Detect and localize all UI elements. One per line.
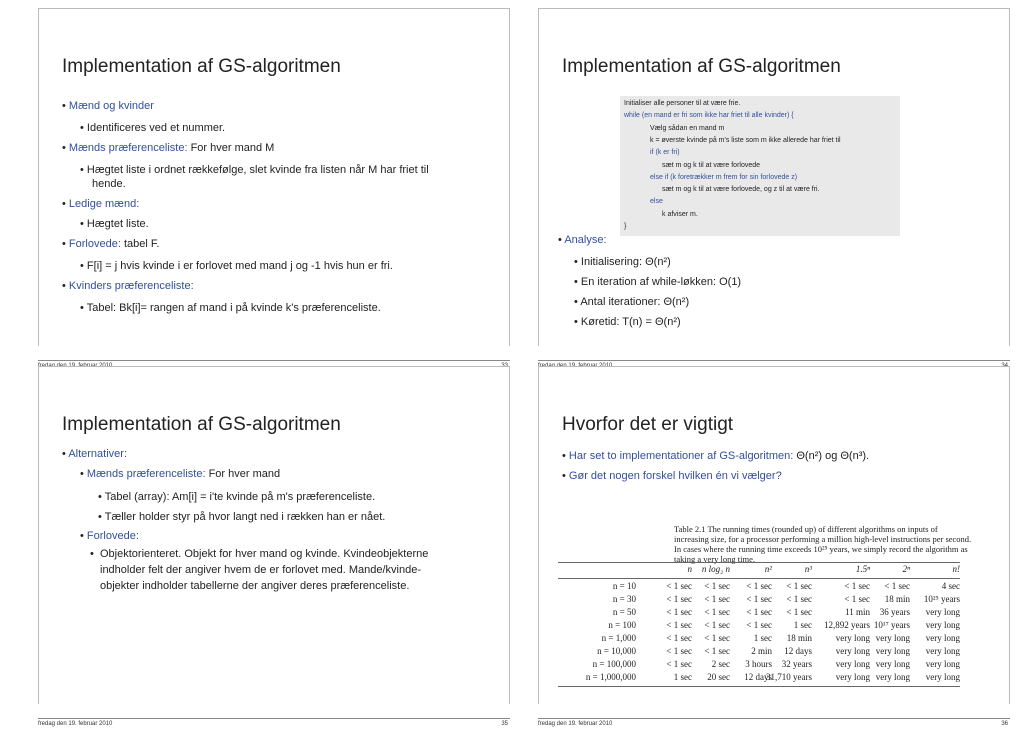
table-header-cell: n log₂ n bbox=[701, 564, 730, 574]
slide-border bbox=[538, 366, 1010, 367]
table-cell: 1 sec bbox=[673, 672, 692, 682]
slide-border bbox=[538, 8, 1010, 9]
table-cell: < 1 sec bbox=[666, 633, 692, 643]
analyse-item: • Antal iterationer: Θ(n²) bbox=[574, 296, 690, 308]
objekt-line: indholder felt der angiver hvem de er forlovet med. Mande/kvinde- bbox=[100, 564, 422, 576]
sub-bullet-item: • Identificeres ved et nummer. bbox=[80, 122, 226, 134]
bullet-text: Hægtet liste. bbox=[86, 218, 149, 230]
table-cell: n = 50 bbox=[612, 607, 636, 617]
slide-title: Implementation af GS-algoritmen bbox=[62, 414, 341, 435]
slide-border bbox=[538, 8, 539, 346]
table-cell: 18 min bbox=[884, 594, 910, 604]
bullet-item: • Kvinders præferenceliste: bbox=[62, 280, 194, 292]
table-cell: < 1 sec bbox=[704, 594, 730, 604]
bullet-text: For hver mand bbox=[205, 468, 281, 480]
bullet-text: Tabel (array): Am[i] = i'te kvinde på m's præferenceliste. bbox=[104, 491, 376, 503]
bullet-text: Antal iterationer: Θ(n²) bbox=[580, 296, 690, 308]
table-cell: < 1 sec bbox=[786, 581, 812, 591]
table-cell: < 1 sec bbox=[666, 646, 692, 656]
table-cell: < 1 sec bbox=[666, 607, 692, 617]
bullet-text: tabel F. bbox=[120, 238, 160, 250]
table-cell: very long bbox=[875, 633, 910, 643]
bullet-forlovede: • Forlovede: bbox=[80, 530, 139, 542]
slide-title: Implementation af GS-algoritmen bbox=[562, 56, 841, 77]
bullet-text: hende. bbox=[92, 178, 126, 190]
bullet-text: Tæller holder styr på hvor langt ned i rækken han er nået. bbox=[104, 511, 386, 523]
slide-34 bbox=[538, 8, 1010, 346]
table-cell: 31,710 years bbox=[766, 672, 812, 682]
bullet-text: Tabel: Bk[i]= rangen af mand i på kvinde k's præferenceliste. bbox=[86, 302, 381, 314]
sub-bullet-item: • Tabel: Bk[i]= rangen af mand i på kvinde k's præferenceliste. bbox=[80, 302, 381, 314]
table-cell: < 1 sec bbox=[786, 607, 812, 617]
sub-bullet-item: • Hægtet liste i ordnet rækkefølge, slet kvinde fra listen når M har friet til bbox=[80, 164, 429, 176]
analyse-item: • Initialisering: Θ(n²) bbox=[574, 256, 671, 268]
code-line: if (k er fri) bbox=[650, 149, 680, 157]
table-cell: n = 100 bbox=[608, 620, 636, 630]
table-cell: 32 years bbox=[781, 659, 812, 669]
bullet-text: F[i] = j hvis kvinde i er forlovet med mand j og -1 hvis hun er fri. bbox=[86, 260, 393, 272]
table-cell: n = 100,000 bbox=[592, 659, 636, 669]
slide-border bbox=[38, 366, 39, 704]
table-cell: n = 1,000,000 bbox=[585, 672, 636, 682]
table-cell: < 1 sec bbox=[746, 581, 772, 591]
code-line: while (en mand er fri som ikke har friet til alle kvinder) { bbox=[624, 112, 794, 120]
table-cell: very long bbox=[925, 646, 960, 656]
table-cell: < 1 sec bbox=[746, 594, 772, 604]
table-cell: < 1 sec bbox=[704, 633, 730, 643]
running-times-table bbox=[558, 562, 966, 688]
table-cell: 2 min bbox=[751, 646, 772, 656]
bullet-text: En iteration af while-løkken: O(1) bbox=[580, 276, 742, 288]
slide-border bbox=[538, 366, 539, 704]
caption-line: In cases where the running time exceeds 10²⁵ years, we simply record the algorithm as bbox=[674, 544, 968, 554]
page-number: 35 bbox=[501, 721, 508, 727]
caption-line: taking a very long time. bbox=[674, 554, 755, 564]
slide-title: Implementation af GS-algoritmen bbox=[62, 56, 341, 77]
table-cell: 3 hours bbox=[745, 659, 772, 669]
table-cell: n = 30 bbox=[612, 594, 636, 604]
table-cell: < 1 sec bbox=[666, 581, 692, 591]
bullet-forskel: • Gør det nogen forskel hvilken én vi vælger? bbox=[562, 470, 782, 482]
bullet-label: Gør det nogen forskel hvilken én vi vælger? bbox=[568, 470, 782, 482]
bullet-label: Forlovede: bbox=[86, 530, 139, 542]
bullet-objekt: • bbox=[90, 548, 94, 560]
table-header-cell: 2ⁿ bbox=[902, 564, 910, 574]
table-cell: n = 10,000 bbox=[597, 646, 636, 656]
table-cell: < 1 sec bbox=[844, 594, 870, 604]
bullet-taeller: • Tæller holder styr på hvor langt ned i rækken han er nået. bbox=[98, 511, 386, 523]
code-line: k afviser m. bbox=[662, 210, 698, 218]
table-caption bbox=[674, 524, 971, 564]
code-line: Initialiser alle personer til at være frie. bbox=[624, 100, 741, 107]
code-line: else if (k foretrækker m frem for sin forlovede z) bbox=[650, 173, 798, 181]
footer-date: fredag den 19. februar 2010 bbox=[38, 721, 113, 727]
bullet-label: Forlovede: bbox=[68, 238, 121, 250]
table-cell: < 1 sec bbox=[786, 594, 812, 604]
table-cell: < 1 sec bbox=[884, 581, 910, 591]
table-cell: < 1 sec bbox=[746, 607, 772, 617]
table-cell: very long bbox=[835, 672, 870, 682]
table-cell: 12,892 years bbox=[824, 620, 870, 630]
table-cell: 10¹⁷ years bbox=[873, 620, 910, 630]
table-cell: < 1 sec bbox=[704, 607, 730, 617]
code-line: sæt m og k til at være forlovede, og z til at være fri. bbox=[662, 186, 820, 194]
table-cell: 11 min bbox=[845, 607, 870, 617]
slide-footer bbox=[38, 718, 510, 731]
bullet-text: For hver mand M bbox=[187, 142, 275, 154]
table-cell: very long bbox=[925, 633, 960, 643]
slide-border bbox=[38, 8, 39, 346]
table-cell: very long bbox=[875, 672, 910, 682]
bullet-label: Mænds præferenceliste: bbox=[68, 142, 188, 154]
bullet-text: Køretid: T(n) = Θ(n²) bbox=[580, 316, 681, 328]
slide-36 bbox=[538, 366, 1010, 727]
slide-35 bbox=[38, 366, 510, 727]
caption-line: Table 2.1 The running times (rounded up) of different algorithms on inputs of bbox=[674, 524, 938, 534]
table-cell: < 1 sec bbox=[704, 620, 730, 630]
slide-border bbox=[509, 366, 510, 704]
bullet-item: • Ledige mænd: bbox=[62, 198, 140, 210]
bullet-item: • Mænds præferenceliste: For hver mand M bbox=[62, 142, 275, 154]
table-cell: very long bbox=[835, 646, 870, 656]
bullet-text: Initialisering: Θ(n²) bbox=[580, 256, 671, 268]
table-cell: 1 sec bbox=[793, 620, 812, 630]
table-cell: < 1 sec bbox=[666, 620, 692, 630]
analyse-item: • En iteration af while-løkken: O(1) bbox=[574, 276, 742, 288]
table-cell: very long bbox=[925, 672, 960, 682]
slide-border bbox=[1009, 8, 1010, 346]
table-cell: very long bbox=[925, 659, 960, 669]
bullet-maends: • Mænds præferenceliste: For hver mand bbox=[80, 468, 281, 480]
code-line: sæt m og k til at være forlovede bbox=[662, 161, 761, 169]
objekt-line: Objektorienteret. Objekt for hver mand og kvinde. Kvindeobjekterne bbox=[100, 548, 429, 560]
bullet-item: • Forlovede: tabel F. bbox=[62, 238, 160, 250]
bullet-text: Θ(n²) og Θ(n³). bbox=[793, 450, 870, 462]
table-cell: < 1 sec bbox=[666, 594, 692, 604]
bullet-label: Analyse: bbox=[564, 234, 607, 246]
bullet-label: Kvinders præferenceliste: bbox=[68, 280, 194, 292]
table-cell: very long bbox=[875, 659, 910, 669]
table-header-cell: n² bbox=[764, 564, 772, 574]
bullet-tabel-array: • Tabel (array): Am[i] = i'te kvinde på m's præferenceliste. bbox=[98, 491, 376, 503]
bullet-label: Har set to implementationer af GS-algoritmen: bbox=[568, 450, 794, 462]
slide-border bbox=[509, 8, 510, 346]
table-header-cell: 1.5ⁿ bbox=[855, 564, 870, 574]
table-cell: very long bbox=[925, 620, 960, 630]
table-header-cell: n! bbox=[952, 564, 960, 574]
analyse-item: • Køretid: T(n) = Θ(n²) bbox=[574, 316, 681, 328]
footer-date: fredag den 19. februar 2010 bbox=[538, 721, 613, 727]
table-cell: 4 sec bbox=[941, 581, 960, 591]
table-cell: very long bbox=[875, 646, 910, 656]
table-cell: n = 10 bbox=[612, 581, 636, 591]
table-cell: very long bbox=[835, 633, 870, 643]
table-cell: 1 sec bbox=[753, 633, 772, 643]
slide-border bbox=[38, 366, 510, 367]
slide-33 bbox=[38, 8, 510, 346]
sub-bullet-item: • F[i] = j hvis kvinde i er forlovet med mand j og -1 hvis hun er fri. bbox=[80, 260, 393, 272]
table-cell: < 1 sec bbox=[704, 581, 730, 591]
bullet-text: Hægtet liste i ordnet rækkefølge, slet kvinde fra listen når M har friet til bbox=[86, 164, 429, 176]
bullet-analyse: • Analyse: bbox=[558, 234, 607, 246]
table-cell: very long bbox=[835, 659, 870, 669]
table-cell: 18 min bbox=[786, 633, 812, 643]
table-cell: 20 sec bbox=[707, 672, 730, 682]
table-cell: < 1 sec bbox=[844, 581, 870, 591]
bullet-item: • Mænd og kvinder bbox=[62, 100, 154, 112]
bullet-label: Alternativer: bbox=[68, 448, 128, 460]
bullet-alternativer: • Alternativer: bbox=[62, 448, 128, 460]
table-cell: < 1 sec bbox=[704, 646, 730, 656]
slide-title: Hvorfor det er vigtigt bbox=[562, 414, 734, 435]
pseudocode-box bbox=[620, 96, 900, 236]
table-header-cell: n bbox=[687, 564, 692, 574]
objekt-line: objekter indholder tabellerne der angiver deres præferenceliste. bbox=[100, 580, 410, 592]
table-cell: < 1 sec bbox=[746, 620, 772, 630]
table-cell: 12 days bbox=[784, 646, 812, 656]
table-cell: 36 years bbox=[879, 607, 910, 617]
slide-border bbox=[1009, 366, 1010, 704]
table-cell: 2 sec bbox=[711, 659, 730, 669]
table-cell: very long bbox=[925, 607, 960, 617]
code-line: } bbox=[624, 223, 627, 230]
caption-line: increasing size, for a processor performing a million high-level instructions per second. bbox=[674, 534, 972, 544]
table-rule bbox=[558, 578, 960, 579]
sub-bullet-item bbox=[92, 178, 126, 190]
bullet-label: Ledige mænd: bbox=[68, 198, 140, 210]
bullet-implementationer: • Har set to implementationer af GS-algoritmen: Θ(n²) og Θ(n³). bbox=[562, 450, 870, 462]
code-line: else bbox=[650, 198, 663, 206]
table-cell: < 1 sec bbox=[666, 659, 692, 669]
bullet-label: Mænds præferenceliste: bbox=[86, 468, 206, 480]
sub-bullet-item: • Hægtet liste. bbox=[80, 218, 149, 230]
table-cell: 12 days bbox=[744, 672, 772, 682]
table-rule bbox=[558, 562, 960, 563]
code-line: Vælg sådan en mand m bbox=[650, 124, 725, 132]
table-rule bbox=[558, 686, 960, 687]
page-number: 36 bbox=[1001, 721, 1008, 727]
bullet-label: Mænd og kvinder bbox=[68, 100, 154, 112]
table-header-cell: n³ bbox=[804, 564, 812, 574]
bullet-text: Identificeres ved et nummer. bbox=[86, 122, 226, 134]
table-cell: 10²⁵ years bbox=[923, 594, 960, 604]
code-line: k = øverste kvinde på m's liste som m ikke allerede har friet til bbox=[650, 136, 841, 144]
table-cell: n = 1,000 bbox=[601, 633, 636, 643]
slide-border bbox=[38, 8, 510, 9]
slide-footer bbox=[538, 718, 1010, 731]
